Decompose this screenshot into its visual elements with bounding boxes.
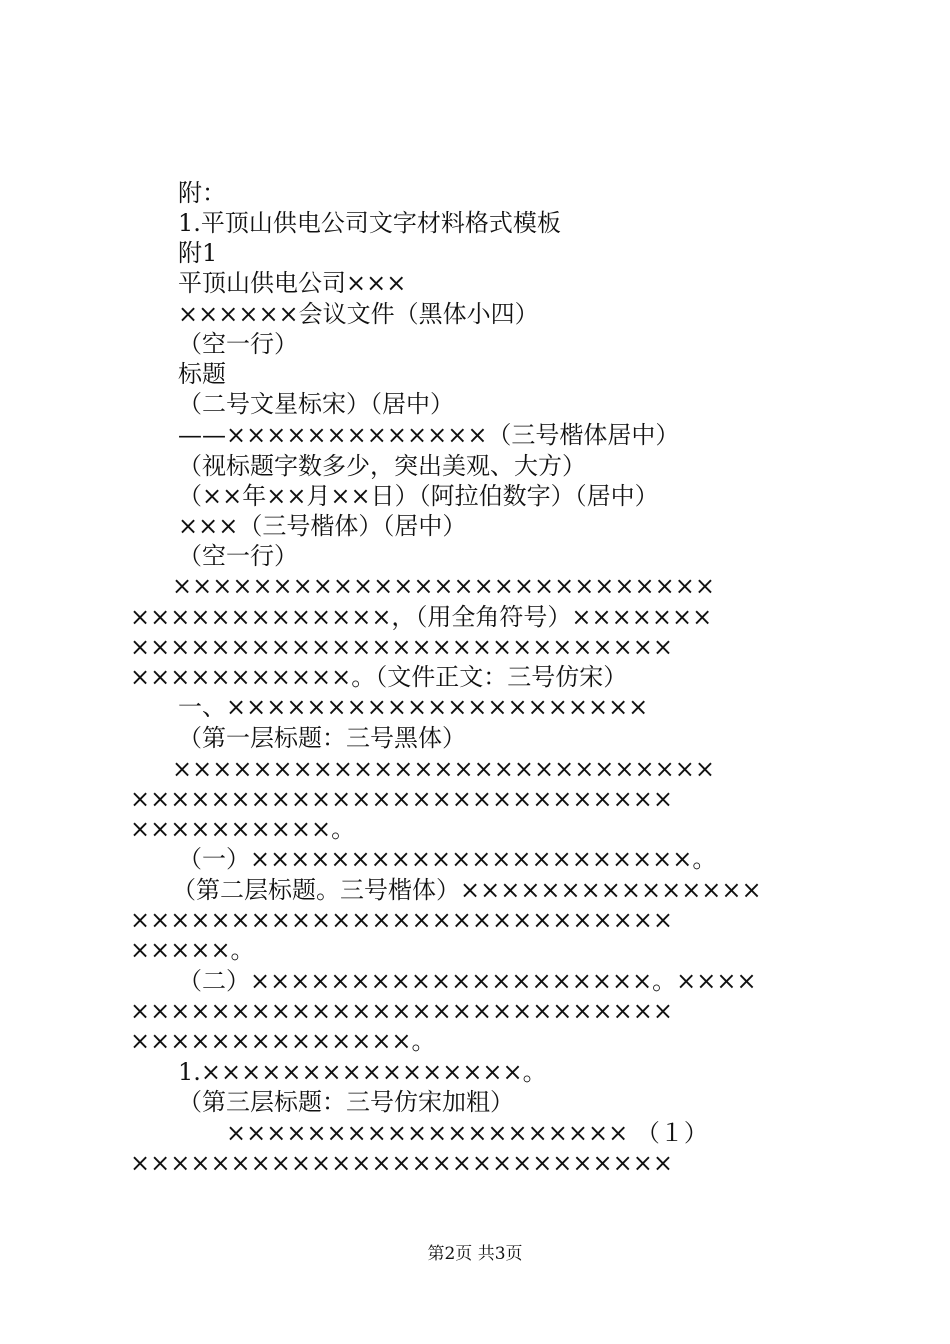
- text-line: （空一行）: [178, 330, 298, 358]
- text-line: ×××××××××××××××××××××××××××: [130, 906, 673, 934]
- text-line: ×××××××××××××××××××××××××××: [172, 755, 715, 783]
- text-line: 附1: [178, 239, 218, 267]
- text-line: ×××××。: [130, 936, 255, 964]
- text-line: 1.××××××××××××××××。: [178, 1058, 547, 1086]
- text-line: 平顶山供电公司×××: [178, 269, 407, 297]
- page-number-footer: 第2页 共3页: [427, 1244, 523, 1264]
- text-line: ×××××××××××××××××××× （１）: [226, 1119, 708, 1147]
- text-line: 附：: [178, 179, 226, 207]
- text-line: ×××××××××××××，（用全角符号）×××××××: [130, 603, 713, 631]
- text-line: ×××××××××××××××××××××××××××: [130, 1149, 673, 1177]
- text-line: ×××××××××××××××××××××××××××: [130, 997, 673, 1025]
- text-line: ××××××××××××××。: [130, 1027, 436, 1055]
- text-line: ×××××××××××××××××××××××××××: [130, 633, 673, 661]
- text-line: ×××××××××××××××××××××××××××: [130, 785, 673, 813]
- text-line: （二）××××××××××××××××××××。××××: [178, 967, 757, 995]
- text-line: 1.平顶山供电公司文字材料格式模板: [178, 209, 561, 237]
- text-line: （二号文星标宋）（居中）: [178, 390, 454, 418]
- text-line: （视标题字数多少，突出美观、大方）: [178, 452, 586, 480]
- text-line: （一）××××××××××××××××××××××。: [178, 845, 717, 873]
- text-line: （第二层标题。三号楷体）×××××××××××××××: [172, 876, 762, 904]
- text-line: ×××××××××××××××××××××××××××: [172, 572, 715, 600]
- text-line: 标题: [178, 360, 226, 388]
- text-line: （××年××月××日）（阿拉伯数字）（居中）: [178, 482, 659, 510]
- text-line: （第一层标题：三号黑体）: [178, 724, 466, 752]
- text-line: （空一行）: [178, 542, 298, 570]
- text-line: ××××××××××。: [130, 815, 356, 843]
- text-line: 一、×××××××××××××××××××××: [178, 693, 649, 721]
- text-line: ×××（三号楷体）（居中）: [178, 512, 467, 540]
- text-line: ×××××××××××。（文件正文：三号仿宋）: [130, 663, 628, 691]
- text-line: ——×××××××××××××（三号楷体居中）: [178, 421, 680, 449]
- text-line: （第三层标题：三号仿宋加粗）: [178, 1088, 514, 1116]
- text-line: ××××××会议文件（黑体小四）: [178, 300, 539, 328]
